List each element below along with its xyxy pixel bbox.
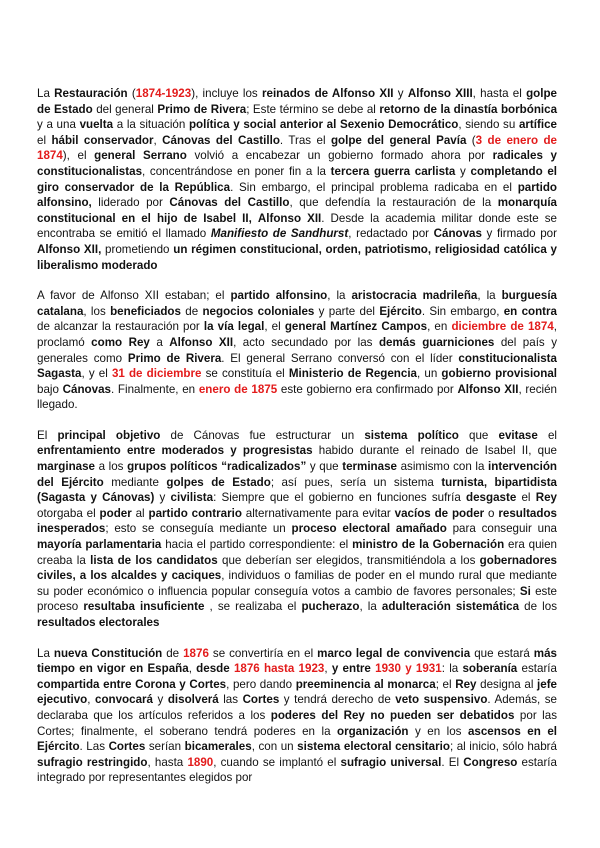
body-text: ,	[87, 693, 95, 707]
body-text: al	[131, 506, 149, 520]
emphasis-text: enero de 1875	[198, 382, 278, 396]
emphasis-text: adulteración sistemática	[381, 600, 520, 614]
body-text: del general	[92, 102, 158, 116]
body-text: ; al inicio, sólo habrá	[449, 740, 557, 754]
emphasis-text: hábil conservador	[51, 133, 154, 147]
body-text: . Tras el	[279, 133, 331, 147]
emphasis-text: Alfonso XII	[457, 382, 519, 396]
document-page	[37, 86, 557, 801]
emphasis-text: convocará	[95, 693, 153, 707]
body-text: , los	[83, 304, 111, 318]
emphasis-text: aristocracia madrileña	[351, 289, 478, 303]
body-text: , cuando se implantó el	[213, 755, 341, 769]
emphasis-text: Alfonso XII	[257, 211, 322, 225]
body-text: el	[516, 491, 536, 505]
emphasis-text: sufragio restringido	[37, 755, 148, 769]
body-text: liderado por	[91, 196, 170, 210]
emphasis-text: Si	[519, 584, 531, 598]
emphasis-text: vuelta	[79, 118, 114, 132]
paragraph-sistema-politico	[37, 428, 557, 631]
body-text: a	[149, 335, 170, 349]
body-text: (	[127, 87, 136, 100]
emphasis-text: 1876	[183, 646, 209, 660]
body-text: , que defendía la restauración de la	[289, 196, 498, 210]
body-text: . El general Serrano conversó con el líder	[221, 351, 459, 365]
body-text: y en los	[408, 724, 468, 738]
body-text: , en	[427, 320, 452, 334]
paragraph-apoyos-alfonso-xii	[37, 288, 557, 413]
emphasis-text: golpes de Estado	[166, 475, 271, 489]
body-text: a los	[95, 460, 128, 474]
emphasis-text: Rey	[535, 491, 557, 505]
body-text: , un	[417, 367, 442, 381]
emphasis-text: Alfonso XIII	[407, 87, 473, 100]
body-text: serían	[145, 740, 185, 754]
emphasis-text: beneficiados	[110, 304, 181, 318]
emphasis-text: sistema político	[364, 428, 459, 442]
emphasis-text: y entre	[331, 662, 371, 676]
emphasis-text: resultados electorales	[37, 616, 160, 629]
body-text: , y el	[81, 367, 112, 381]
body-text: por las Cortes; finalmente, el soberano tendrá poderes en la	[37, 708, 557, 738]
body-text: , la	[477, 289, 502, 303]
body-text: estaría	[517, 662, 557, 676]
body-text: el	[37, 133, 52, 147]
body-text: (	[466, 133, 476, 147]
emphasis-text: marco legal de convivencia	[317, 646, 471, 660]
body-text: La	[37, 646, 54, 660]
body-text: era quien creaba la	[37, 538, 558, 567]
body-text: ; así pues, sería un sistema	[270, 475, 442, 489]
body-text: ; el	[435, 677, 456, 691]
emphasis-text: desde	[196, 662, 230, 676]
body-text: , siendo su	[458, 118, 519, 132]
body-text: y	[153, 693, 168, 707]
emphasis-text: partido alfonsino,	[37, 180, 558, 210]
body-text: , la	[327, 289, 352, 303]
emphasis-text: compartida entre Corona y Cortes	[37, 677, 227, 691]
emphasis-text: enfrentamiento entre moderados y progresistas	[37, 444, 313, 458]
emphasis-text: sufragio universal	[340, 755, 442, 769]
body-text: prometiendo	[101, 242, 174, 256]
emphasis-text: Cortes	[242, 693, 280, 707]
body-text: alternativamente para evitar	[241, 506, 395, 520]
emphasis-text: vacíos de poder	[394, 506, 485, 520]
body-text: de Cánovas fue estructurar un	[160, 428, 365, 442]
emphasis-text: Cánovas	[433, 227, 482, 241]
body-text: ,	[188, 662, 197, 676]
emphasis-text: 1890	[187, 755, 214, 769]
body-text: El	[37, 428, 58, 442]
body-text: , la	[359, 600, 382, 614]
emphasis-text: Manifiesto de Sandhurst	[210, 227, 349, 241]
body-text: , hasta el	[472, 87, 527, 100]
body-text: . Además, se declaraba que los artículos referidos a los	[37, 693, 558, 722]
body-text: y	[393, 87, 408, 100]
emphasis-text: reinados de Alfonso XII	[261, 87, 394, 100]
emphasis-text: poder	[99, 506, 132, 520]
emphasis-text: bicamerales	[184, 740, 252, 754]
emphasis-text: partido contrario	[148, 506, 242, 520]
body-text: designa al	[476, 677, 538, 691]
body-text: y tendrá derecho de	[279, 693, 396, 707]
emphasis-text: Ejército	[379, 304, 422, 318]
paragraph-constitucion-1876	[37, 646, 557, 786]
body-text: ), el	[62, 149, 95, 163]
emphasis-text: terminase	[342, 460, 397, 474]
emphasis-text: partido alfonsino	[230, 289, 328, 303]
body-text: y firmado por	[481, 227, 557, 241]
emphasis-text: la vía legal	[203, 320, 265, 334]
emphasis-text: turnista, bipartidista (Sagasta y Cánovas)	[37, 475, 557, 505]
body-text: para conseguir una	[446, 522, 557, 536]
body-text: , el	[264, 320, 285, 334]
body-text: La	[37, 87, 55, 100]
body-text: : la	[441, 662, 463, 676]
emphasis-text: golpe del general Pavía	[330, 133, 467, 147]
body-text: de alcanzar la restauración por	[37, 320, 204, 334]
body-text: . Las	[79, 740, 109, 754]
body-text: habido durante el reinado de Isabel II, que	[312, 444, 557, 458]
emphasis-text: soberanía	[462, 662, 518, 676]
body-text: . Sin embargo, el principal problema radicaba en el	[230, 180, 518, 194]
emphasis-text: ascensos en el	[467, 724, 557, 738]
emphasis-text: Cánovas	[62, 382, 111, 396]
emphasis-text: diciembre de 1874	[451, 320, 554, 334]
emphasis-text: artífice	[518, 118, 557, 132]
emphasis-text: gobierno provisional	[441, 367, 557, 381]
emphasis-text: general Martínez Campos	[284, 320, 428, 334]
emphasis-text: poderes del Rey no pueden ser debatidos	[270, 708, 515, 722]
body-text: bajo	[37, 382, 63, 396]
emphasis-text: burguesía catalana	[37, 289, 557, 318]
body-text: . Finalmente, en	[110, 382, 199, 396]
emphasis-text: Alfonso XII,	[37, 242, 102, 256]
body-text: de	[162, 646, 184, 660]
emphasis-text: pucherazo	[301, 600, 360, 614]
emphasis-text: 3 de enero de 1874	[37, 133, 557, 163]
emphasis-text: completando el giro conservador de la República	[37, 164, 557, 194]
body-text: . Desde la academia militar donde este se encontraba se emitió el llamado	[37, 211, 558, 241]
body-text: otorgaba el	[37, 506, 100, 520]
body-text: , redactado por	[348, 227, 434, 241]
emphasis-text: monarquía constitucional en el hijo de Isabel II,	[37, 196, 557, 225]
body-text: de los	[519, 600, 557, 614]
emphasis-text: organización	[337, 724, 409, 738]
body-text: ), incluye los	[191, 87, 262, 100]
body-text: asimismo con la	[396, 460, 489, 474]
emphasis-text: Cánovas del Castillo	[162, 133, 280, 147]
paragraph-restauracion	[37, 86, 557, 273]
body-text: y que	[306, 460, 343, 474]
body-text: , con un	[251, 740, 298, 754]
emphasis-text: Primo de Rivera	[157, 102, 247, 116]
body-text: las	[218, 693, 243, 707]
emphasis-text: un régimen constitucional, orden, patriotismo, religiosidad católica y liberalismo moderado	[37, 242, 557, 272]
emphasis-text: principal objetivo	[57, 428, 161, 442]
emphasis-text: 1930 y 1931	[375, 662, 442, 676]
body-text: : Siempre que el gobierno en funciones sufría	[213, 491, 467, 505]
body-text: de	[180, 304, 203, 318]
emphasis-text: golpe de Estado	[37, 87, 557, 116]
body-text: . Sin embargo,	[421, 304, 504, 318]
body-text: a la situación	[113, 118, 189, 132]
emphasis-text: constitucionalista Sagasta	[37, 351, 557, 381]
body-text: , proclamó	[37, 320, 557, 349]
emphasis-text: 1874-1923	[135, 87, 192, 100]
emphasis-text: grupos políticos “radicalizados”	[127, 460, 307, 474]
emphasis-text: resultaba insuficiente	[83, 600, 205, 614]
emphasis-text: Restauración	[54, 87, 128, 100]
emphasis-text: mayoría parlamentaria	[37, 538, 162, 552]
emphasis-text: política y social anterior al Sexenio Democrático	[188, 118, 459, 132]
emphasis-text: resultados inesperados	[37, 506, 557, 536]
emphasis-text: en contra	[503, 304, 558, 318]
emphasis-text: desgaste	[466, 491, 517, 505]
emphasis-text: lista de los candidatos	[90, 553, 218, 567]
body-text: del país y generales como	[37, 335, 557, 365]
emphasis-text: ministro de la Gobernación	[352, 538, 505, 552]
body-text: , recién llegado.	[37, 382, 558, 412]
body-text: volvió a encabezar un gobierno formado ahora por	[186, 149, 493, 163]
body-text: o	[484, 506, 499, 520]
emphasis-text: veto suspensivo	[395, 693, 488, 707]
body-text: hacia el partido correspondiente: el	[161, 538, 353, 552]
body-text: , acto secundado por las	[233, 335, 379, 349]
emphasis-text: preeminencia al monarca	[295, 677, 436, 691]
body-text: que	[458, 428, 499, 442]
emphasis-text: tercera guerra carlista	[330, 164, 456, 178]
emphasis-text: retorno de la dinastía borbónica	[379, 102, 558, 116]
body-text: . El	[441, 755, 464, 769]
body-text: y a una	[37, 118, 80, 132]
body-text: ; Este término se debe al	[246, 102, 380, 116]
emphasis-text: jefe ejecutivo	[37, 677, 558, 707]
body-text: y	[154, 491, 171, 505]
emphasis-text: sistema electoral censitario	[297, 740, 450, 754]
emphasis-text: proceso electoral amañado	[291, 522, 447, 536]
body-text: se constituía el	[201, 367, 289, 381]
body-text: , individuos o familias de poder en el mundo rural que mediante su poder económico o influencia popular conseguía votos a cambio de favores personales;	[37, 569, 557, 598]
body-text: ; esto se conseguía mediante un	[105, 522, 292, 536]
emphasis-text: Ministerio de Regencia	[288, 367, 418, 381]
emphasis-text: como Rey	[91, 335, 150, 349]
body-text: estaría integrado por representantes elegidos por	[37, 755, 557, 785]
emphasis-text: Primo de Rivera	[127, 351, 222, 365]
body-text: que deberían ser elegidos, transmitiéndola a los	[217, 553, 480, 567]
emphasis-text: más tiempo en vigor en España	[37, 646, 557, 676]
body-text: , concentrándose en poner fin a la	[142, 164, 331, 178]
body-text: este proceso	[37, 584, 557, 614]
body-text: este gobierno era confirmado por	[277, 382, 458, 396]
body-text: se convertiría en el	[208, 646, 318, 660]
emphasis-text: disolverá	[167, 693, 219, 707]
emphasis-text: Cortes	[108, 740, 146, 754]
body-text: y	[455, 164, 471, 178]
emphasis-text: Cánovas del Castillo	[169, 196, 290, 210]
emphasis-text: Ejército	[37, 740, 80, 754]
body-text: y parte del	[314, 304, 380, 318]
emphasis-text: Rey	[455, 677, 477, 691]
emphasis-text: Congreso	[463, 755, 518, 769]
emphasis-text: intervención del Ejército	[37, 460, 557, 489]
emphasis-text: 31 de diciembre	[111, 367, 202, 381]
emphasis-text: nueva Constitución	[53, 646, 163, 660]
emphasis-text: negocios coloniales	[202, 304, 315, 318]
emphasis-text: gobernadores civiles, a los alcaldes y caciques	[37, 553, 557, 583]
body-text: , se realizaba el	[204, 600, 302, 614]
body-text: , pero dando	[226, 677, 296, 691]
emphasis-text: civilista	[170, 491, 214, 505]
body-text: el	[537, 428, 557, 442]
emphasis-text: radicales y constitucionalistas	[37, 149, 557, 178]
emphasis-text: Alfonso XII	[169, 335, 234, 349]
body-text: ,	[153, 133, 163, 147]
emphasis-text: marginase	[37, 460, 95, 474]
emphasis-text: general Serrano	[94, 149, 187, 163]
emphasis-text: evitase	[498, 428, 538, 442]
body-text: que estará	[470, 646, 534, 660]
emphasis-text: demás guarniciones	[378, 335, 495, 349]
body-text: mediante	[103, 475, 167, 489]
body-text: A favor de Alfonso XII estaban; el	[37, 289, 231, 303]
emphasis-text: 1876 hasta 1923	[233, 662, 325, 676]
body-text: , hasta	[147, 755, 188, 769]
body-text: ,	[324, 662, 332, 676]
